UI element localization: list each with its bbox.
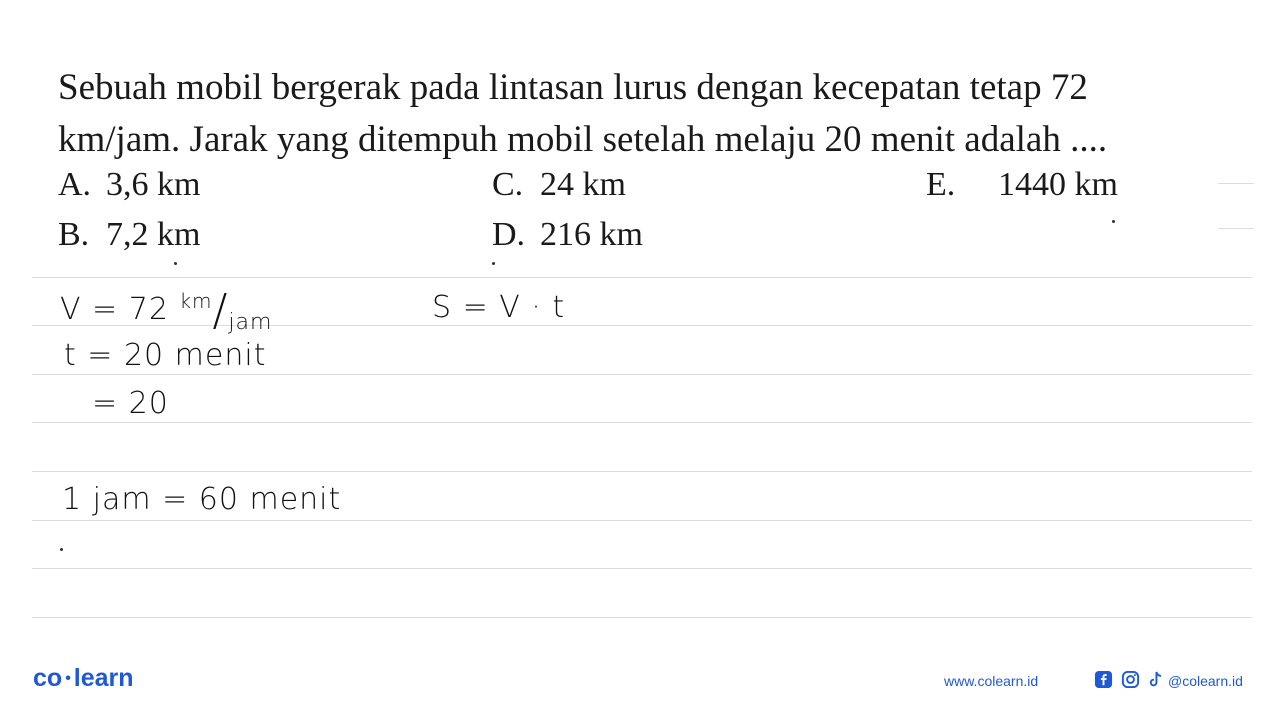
option-d-letter: D. [492, 216, 526, 253]
option-a-letter: A. [58, 166, 92, 203]
option-a-value: 3,6 km [106, 166, 201, 203]
ruled-line [32, 374, 1252, 375]
ruled-line [32, 520, 1252, 521]
ruled-line [32, 568, 1252, 569]
ruled-line [32, 471, 1252, 472]
option-e[interactable] [926, 166, 1118, 204]
tiktok-icon[interactable] [1146, 670, 1165, 689]
facebook-icon[interactable] [1094, 670, 1113, 689]
option-c-letter: C. [492, 166, 524, 203]
ruled-line [32, 422, 1252, 423]
logo-right: learn [73, 664, 134, 692]
question-text: Sebuah mobil bergerak pada lintasan lurus dengan kecepatan tetap 72 km/jam. Jarak yang ditempuh mobil setelah melaju 20 menit adalah .... [58, 67, 1108, 160]
ruled-line [32, 617, 1252, 618]
colearn-logo [33, 664, 134, 693]
social-handle[interactable]: @colearn.id [1168, 673, 1243, 689]
option-c-value: 24 km [540, 166, 626, 203]
velocity-unit-slash: / [212, 285, 229, 336]
option-c[interactable] [492, 166, 626, 204]
velocity-unit-top: km [179, 289, 213, 313]
option-d[interactable] [492, 216, 643, 254]
option-b-letter: B. [58, 216, 90, 253]
velocity-equation [60, 285, 272, 336]
distance-formula: S = V · t [432, 290, 566, 325]
logo-dot: • [65, 670, 71, 687]
option-e-value: 1440 km [998, 166, 1118, 203]
ruled-line [32, 277, 1252, 278]
option-a[interactable] [58, 166, 200, 204]
hour-minute-conversion: 1 jam = 60 menit [62, 482, 342, 517]
stray-mark [60, 548, 63, 551]
stray-mark [174, 262, 177, 265]
time-equation-continued: = 20 [92, 386, 169, 421]
option-b-value: 7,2 km [106, 216, 201, 253]
stray-mark [1112, 220, 1115, 223]
velocity-unit-bottom: jam [228, 310, 273, 335]
instagram-icon[interactable] [1121, 670, 1140, 689]
time-equation: t = 20 menit [64, 338, 267, 373]
velocity-lhs: V = 72 [60, 292, 169, 327]
option-b[interactable] [58, 216, 200, 254]
option-d-value: 216 km [540, 216, 643, 253]
website-link[interactable]: www.colearn.id [944, 673, 1039, 689]
logo-left: co [33, 664, 63, 692]
margin-dash [1218, 228, 1254, 229]
option-e-letter: E. [926, 166, 956, 203]
stray-mark [492, 262, 495, 265]
margin-dash [1218, 183, 1254, 184]
